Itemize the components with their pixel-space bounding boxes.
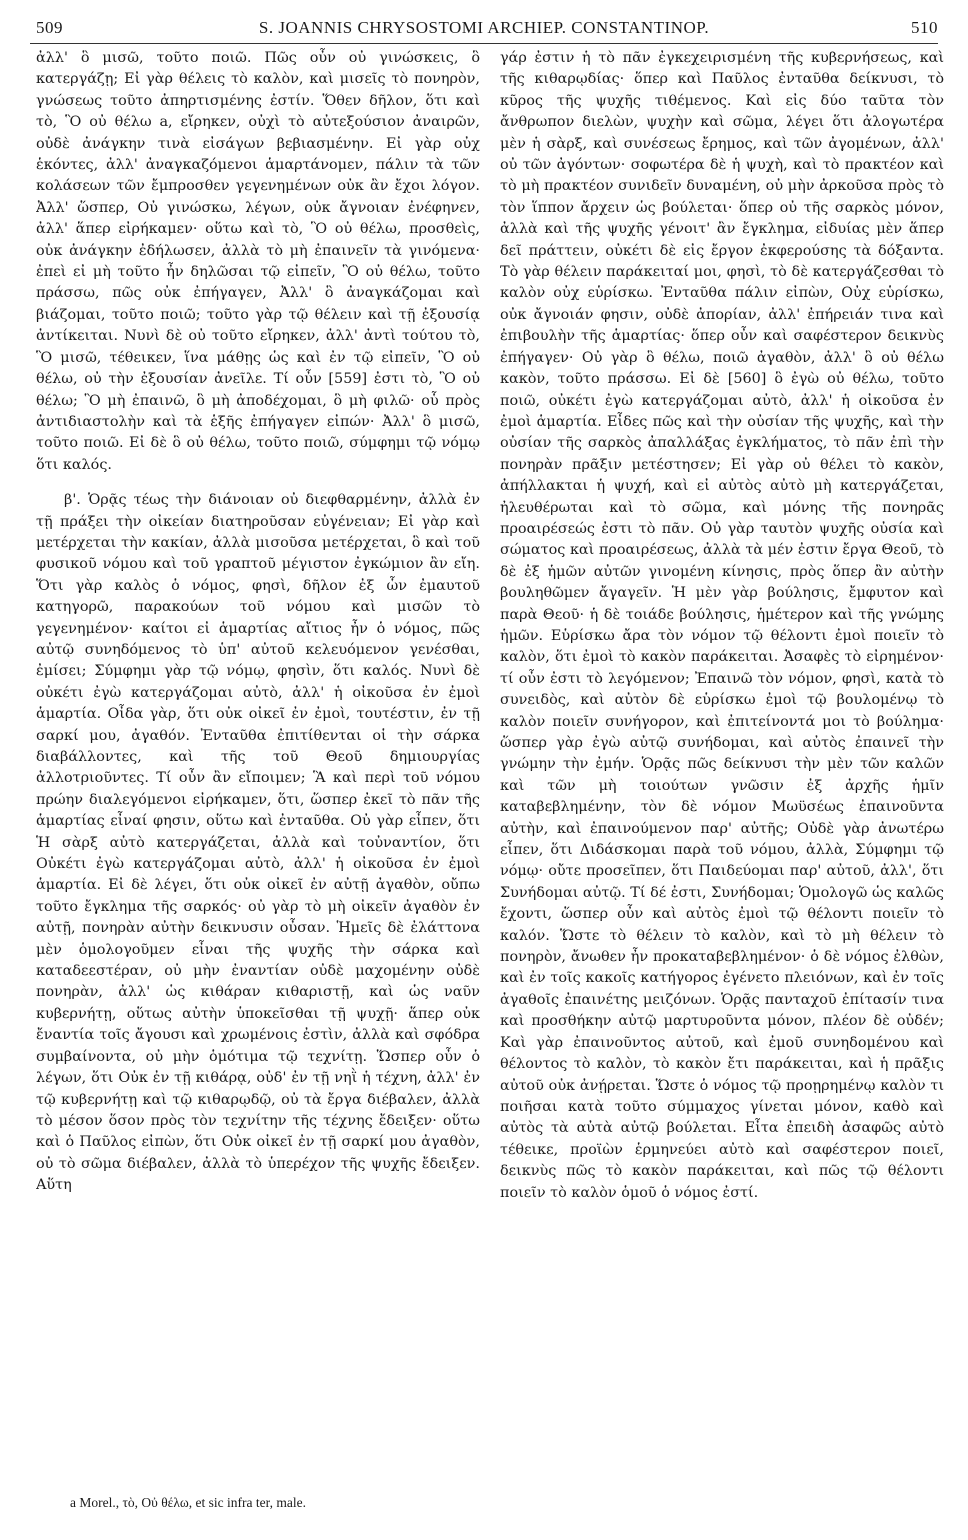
running-title: S. JOANNIS CHRYSOSTOMI ARCHIEP. CONSTANTINOP. — [258, 18, 710, 37]
page-number-right: 510 — [911, 18, 938, 37]
footnote: a Morel., τὸ, Οὐ θέλω, et sic infra ter, male. — [70, 1495, 306, 1510]
running-head — [22, 14, 946, 40]
left-paragraph-1: ἀλλ' ὃ μισῶ, τοῦτο ποιῶ. Πῶς οὖν οὐ γινώσκεις, ὃ κατεργάζῃ; Εἰ γὰρ θέλεις τὸ καλὸν, καὶ μισεῖς τὸ πονηρὸν, γνώσεως τοῦτο ἀπηρτισμένης ἐστίν. Ὅθεν δῆλον, ὅτι καὶ τὸ, Ὃ οὐ θέλω a, εἴρηκεν, οὐχὶ τὸ αὐτεξούσιον ἀναιρῶν, οὐδὲ ἀνάγκην τινὰ εἰσάγων βεβιασμένην. Εἰ γὰρ οὐχ ἑκόντες, ἀλλ' ἀναγκαζόμενοι ἁμαρτάνομεν, πάλιν τὰ τῶν κολάσεων τῶν ἔμπροσθεν γεγενημένων οὐκ ἂν ἔχοι λόγον. Ἀλλ' ὥσπερ, Οὐ γινώσκω, λέγων, οὐκ ἄγνοιαν ἐνέφηνεν, ἀλλ' ἅπερ εἰρήκαμεν· οὕτω καὶ τὸ, Ὃ οὐ θέλω, προσθεὶς, οὐκ ἀνάγκην ἐδήλωσεν, ἀλλὰ τὸ μὴ ἐπαινεῖν τὰ γινόμενα· ἐπεὶ εἰ μὴ τοῦτο ἦν δηλῶσαι τῷ εἰπεῖν, Ὃ οὐ θέλω, τοῦτο πράσσω, πῶς οὐκ ἐπήγαγεν, Ἀλλ' ὃ ἀναγκάζομαι καὶ βιάζομαι, τοῦτο ποιῶ; τοῦτο γὰρ τῷ θέλειν καὶ τῇ ἐξουσίᾳ ἀντίκειται. Νυνὶ δὲ οὐ τοῦτο εἴρηκεν, ἀλλ' ἀντὶ τούτου τὸ, Ὃ μισῶ, τέθεικεν, ἵνα μάθῃς ὡς καὶ ἐν τῷ εἰπεῖν, Ὃ οὐ θέλω, οὐ τὴν ἐξουσίαν ἀνεῖλε. Τί οὖν [559] ἐστι τὸ, Ὃ οὐ θέλω; Ὃ μὴ ἐπαινῶ, ὃ μὴ ἀποδέχομαι, ὃ μὴ φιλῶ· οὗ πρὸς ἀντιδιαστολὴν καὶ τὰ ἑξῆς ἐπήγαγεν εἰπών· Ἀλλ' ὃ μισῶ, τοῦτο ποιῶ. Εἰ δὲ ὃ οὐ θέλω, τοῦτο ποιῶ, σύμφημι τῷ νόμῳ ὅτι καλός. — [36, 50, 480, 473]
left-paragraph-2: β'. Ὁρᾷς τέως τὴν διάνοιαν οὐ διεφθαρμένην, ἀλλὰ ἐν τῇ πράξει τὴν οἰκείαν διατηροῦσαν εὐγένειαν; Εἰ γὰρ καὶ μετέρχεται τὴν κακίαν, ἀλλὰ μισοῦσα μετέρχεται, ὃ καὶ τοῦ φυσικοῦ νόμου καὶ τοῦ γραπτοῦ μέγιστον ἐγκώμιον ἂν εἴη. Ὅτι γὰρ καλὸς ὁ νόμος, φησὶ, δῆλον ἐξ ὧν ἐμαυτοῦ κατηγορῶ, παρακούων τοῦ νόμου καὶ μισῶν τὸ γεγενημένον· καίτοι εἰ ἁμαρτίας αἴτιος ἦν ὁ νόμος, πῶς αὐτῷ συνηδόμενος τὸ ὑπ' αὐτοῦ κελευόμενον γενέσθαι, ἐμίσει; Σύμφημι γὰρ τῷ νόμῳ, φησὶν, ὅτι καλός. Νυνὶ δὲ οὐκέτι ἐγὼ κατεργάζομαι αὐτὸ, ἀλλ' ἡ οἰκοῦσα ἐν ἐμοὶ ἁμαρτία. Οἶδα γὰρ, ὅτι οὐκ οἰκεῖ ἐν ἐμοὶ, τουτέστιν, ἐν τῇ σαρκί μου, ἀγαθόν. Ἐνταῦθα ἐπιτίθενται οἱ τὴν σάρκα διαβάλλοντες, καὶ τῆς τοῦ Θεοῦ δημιουργίας ἀλλοτριοῦντες. Τί οὖν ἂν εἴποιμεν; Ἃ καὶ περὶ τοῦ νόμου πρώην διαλεγόμενοι εἰρήκαμεν, ὅτι, ὥσπερ ἐκεῖ τὸ πᾶν τῆς ἁμαρτίας εἶναί φησιν, οὕτω καὶ ἐνταῦθα. Οὐ γὰρ εἶπεν, ὅτι Ἡ σὰρξ αὐτὸ κατεργάζεται, ἀλλὰ καὶ τοὐναντίον, ὅτι Οὐκέτι ἐγὼ κατεργάζομαι αὐτὸ, ἀλλ' ἡ οἰκοῦσα ἐν ἐμοὶ ἁμαρτία. Εἰ δὲ λέγει, ὅτι οὐκ οἰκεῖ ἐν αὐτῇ ἀγαθὸν, οὔπω τοῦτο ἔγκλημα τῆς σαρκός· οὐ γὰρ τὸ μὴ οἰκεῖν ἀγαθὸν ἐν αὐτῇ, πονηρὰν αὐτὴν δεικνυσιν οὖσαν. Ἡμεῖς δὲ ἐλάττονα μὲν ὁμολογοῦμεν εἶναι τῆς ψυχῆς τὴν σάρκα καὶ καταδεεστέραν, οὐ μὴν ἐναντίαν οὐδὲ μαχομένην οὐδὲ πονηρὰν, ἀλλ' ὡς κιθάραν κιθαριστῇ, καὶ ὡς ναῦν κυβερνήτῃ, οὕτως αὐτὴν ὑποκεῖσθαι τῇ ψυχῇ· ἅπερ οὐκ ἔναντία τοῖς ἄγουσι καὶ χρωμένοις ἐστὶν, ἀλλὰ καὶ σφόδρα συμβαίνοντα, οὐ μὴν ὁμότιμα τῷ τεχνίτῃ. Ὥσπερ οὖν ὁ λέγων, ὅτι Οὐκ ἐν τῇ κιθάρᾳ, οὐδ' ἐν τῇ νηῒ ἡ τέχνη, ἀλλ' ἐν τῷ κυβερνήτῃ καὶ τῷ κιθαρῳδῷ, οὐ τὰ ἔργα διέβαλεν, ἀλλὰ τὸ μέσον ὅσον πρὸς τὸν τεχνίτην τῆς τέχνης ἔδειξεν· οὕτω καὶ ὁ Παῦλος εἰπὼν, ὅτι Οὐκ οἰκεῖ ἐν τῇ σαρκί μου ἀγαθὸν, οὐ τὸ σῶμα διέβαλεν, ἀλλὰ τὸ ὑπερέχον τῆς ψυχῆς ἔδειξεν. Αὕτη — [36, 492, 480, 1194]
left-column — [36, 48, 480, 1470]
right-column — [500, 48, 944, 1508]
header-rule — [30, 43, 938, 44]
right-paragraph-1: γάρ ἐστιν ἡ τὸ πᾶν ἐγκεχειρισμένη τῆς κυβερνήσεως, καὶ τῆς κιθαρῳδίας· ὅπερ καὶ Παῦλος ἐνταῦθα δείκνυσι, τὸ κῦρος τῆς ψυχῆς τιθέμενος. Καὶ εἰς δύο ταῦτα τὸν ἄνθρωπον διελὼν, ψυχὴν καὶ σῶμα, λέγει ὅτι ἀλογωτέρα μὲν ἡ σὰρξ, καὶ συνέσεως ἔρημος, καὶ τῶν ἀγομένων, ἀλλ' οὐ τῶν ἀγόντων· σοφωτέρα δὲ ἡ ψυχὴ, καὶ τὸ πρακτέον καὶ τὸ μὴ πρακτέον συνιδεῖν δυναμένη, οὐ μὴν ἀρκοῦσα πρὸς τὸ τὸν ἵππον ἄρχειν ὡς βούλεται· ὅπερ οὐ τῆς σαρκὸς μόνον, ἀλλὰ καὶ τῆς ψυχῆς γένοιτ' ἂν ἔγκλημα, εἰδυίας μὲν ἅπερ δεῖ πράττειν, οὐκέτι δὲ εἰς ἔργον ἐκφερούσης τὰ δόξαντα. Τὸ γὰρ θέλειν παράκειταί μοι, φησὶ, τὸ δὲ κατεργάζεσθαι τὸ καλὸν οὐχ εὑρίσκω. Ἐνταῦθα πάλιν εἰπὼν, Οὐχ εὑρίσκω, οὐκ ἄγνοιάν φησιν, οὐδὲ ἀπορίαν, ἀλλ' ἐπήρειάν τινα καὶ ἐπιβουλὴν τῆς ἁμαρτίας· ὅπερ οὖν καὶ σαφέστερον δεικνὺς ἐπήγαγεν· Οὐ γὰρ ὃ θέλω, ποιῶ ἀγαθὸν, ἀλλ' ὃ οὐ θέλω κακὸν, τοῦτο πράσσω. Εἰ δὲ [560] ὃ ἐγὼ οὐ θέλω, τοῦτο ποιῶ, οὐκέτι ἐγὼ κατεργάζομαι αὐτὸ, ἀλλ' ἡ οἰκοῦσα ἐν ἐμοὶ ἁμαρτία. Εἶδες πῶς καὶ τὴν οὐσίαν τῆς ψυχῆς, καὶ τὴν οὐσίαν τῆς σαρκὸς ἀπαλλάξας ἐγκλήματος, τὸ πᾶν ἐπὶ τὴν πονηρὰν πρᾶξιν μετέστησεν; Εἰ γὰρ οὐ θέλει τὸ κακὸν, ἀπήλλακται ἡ ψυχή, καὶ εἰ αὐτὸς αὐτὸ μὴ κατεργάζεται, ἠλευθέρωται καὶ τὸ σῶμα, καὶ μόνης τῆς πονηρᾶς προαιρέσεώς ἐστι τὸ πᾶν. Οὐ γὰρ ταυτὸν ψυχῆς οὐσία καὶ σώματος καὶ προαιρέσεως, ἀλλὰ τὰ μέν ἐστιν ἔργα Θεοῦ, τὸ δὲ ἐξ ἡμῶν αὐτῶν γινομένη κίνησις, πρὸς ὅπερ ἂν αὐτὴν βουληθῶμεν ἄγαγεῖν. Ἡ μὲν γὰρ βούλησις, ἔμφυτον καὶ παρὰ Θεοῦ· ἡ δὲ τοιάδε βούλησις, ἡμέτερον καὶ τῆς γνώμης ἡμῶν. Εὑρίσκω ἄρα τὸν νόμον τῷ θέλοντι ἐμοὶ ποιεῖν τὸ καλὸν, ὅτι ἐμοὶ τὸ κακὸν παράκειται. Ἀσαφὲς τὸ εἰρημένον· τί οὖν ἐστι τὸ λεγόμενον; Ἐπαινῶ τὸν νόμον, φησὶ, κατὰ τὸ συνειδὸς, καὶ αὐτὸν δὲ εὑρίσκω ἐμοὶ τῷ βουλομένῳ τὸ καλὸν ποιεῖν συνήγορον, καὶ ἐπιτείνοντά μοι τὸ βούλημα· ὥσπερ γὰρ ἐγὼ αὐτῷ συνήδομαι, καὶ αὐτὸς ἐπαινεῖ τὴν γνώμην τὴν ἐμήν. Ὁρᾷς πῶς δείκνυσι τὴν μὲν τῶν καλῶν καὶ τῶν μὴ τοιούτων γνῶσιν ἐξ ἀρχῆς ἡμῖν καταβεβλημένην, τὸν δὲ νόμον Μωϋσέως ἐπαινοῦντα αὐτὴν, καὶ ἐπαινούμενον παρ' αὐτῆς; Οὐδὲ γὰρ ἀνωτέρω εἶπεν, ὅτι Διδάσκομαι παρὰ τοῦ νόμου, ἀλλὰ, Σύμφημι τῷ νόμῳ· οὔτε προσεῖπεν, ὅτι Παιδεύομαι παρ' αὐτοῦ, ἀλλ', ὅτι Συνήδομαι αὐτῷ. Τί δέ ἐστι, Συνήδομαι; Ὁμολογῶ ὡς καλῶς ἔχοντι, ὥσπερ οὖν καὶ αὐτὸς ἐμοὶ τῷ θέλοντι ποιεῖν τὸ καλόν. Ὥστε τὸ θέλειν τὸ καλὸν, καὶ τὸ μὴ θέλειν τὸ πονηρὸν, ἄνωθεν ἦν προκαταβεβλημένον· ὁ δὲ νόμος ἐλθὼν, καὶ ἐν τοῖς κακοῖς κατήγορος ἐγένετο πλειόνων, καὶ ἐν τοῖς ἀγαθοῖς ἐπαινέτης μειζόνων. Ὁρᾷς πανταχοῦ ἐπίτασίν τινα καὶ προσθήκην αὐτῷ μαρτυροῦντα μόνον, πλέον δὲ οὐδέν; Καὶ γὰρ ἐπαινοῦντος αὐτοῦ, καὶ ἐμοῦ συνηδομένου καὶ θέλοντος τὸ καλὸν, τὸ κακὸν ἔτι παράκειται, καὶ ἡ πρᾶξις αὐτοῦ οὐκ ἀνῄρεται. Ὥστε ὁ νόμος τῷ προῃρημένῳ καλὸν τι ποιῆσαι κατὰ τοῦτο σύμμαχος γίνεται μόνον, καθὸ καὶ αὐτὸς τὰ αὐτὰ αὐτῷ βούλεται. Εἶτα ἐπειδὴ ἀσαφῶς αὐτὸ τέθεικε, προϊὼν ἑρμηνεύει αὐτὸ καὶ σαφέστερον ποιεῖ, δεικνὺς πῶς τὸ κακὸν παράκειται, καὶ πῶς τῷ θέλοντι ποιεῖν τὸ καλὸν ὁμοῦ ὁ νόμος ἐστί. — [500, 50, 944, 1201]
page-number-left: 509 — [36, 18, 63, 37]
